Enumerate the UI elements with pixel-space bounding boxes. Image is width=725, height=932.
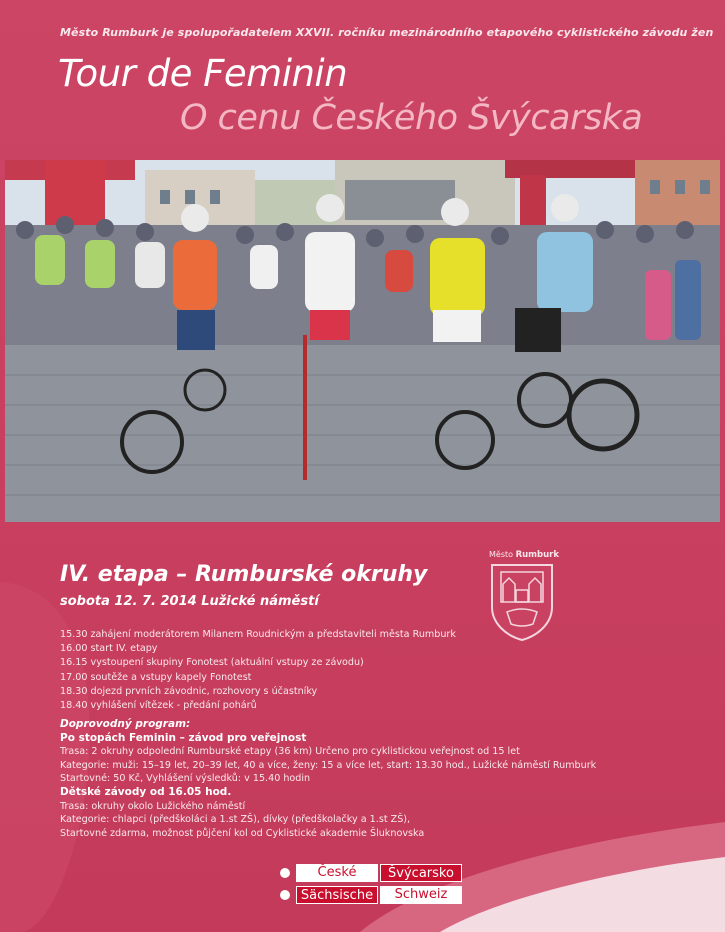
schedule-item: 16.00 start IV. etapy — [60, 643, 158, 655]
logo-cz-right: Švýcarsko — [380, 864, 462, 882]
event-subtitle: O cenu Českého Švýcarska — [180, 98, 643, 138]
logo-dot — [280, 890, 290, 900]
rumburk-coat-of-arms-icon — [489, 562, 555, 642]
public-race-line: Kategorie: muži: 15–19 let, 20–39 let, 40 a více, ženy: 15 a více let, start: 13.30 hod., Lužické náměstí Rumburk — [60, 759, 597, 771]
schedule-item: 18.40 vyhlášení vítězek - předání pohárů — [60, 700, 257, 712]
kids-race-line: Kategorie: chlapci (předškoláci a 1.st ZŠ), dívky (předškolačky a 1.st ZŠ), — [60, 814, 411, 826]
stage-date: sobota 12. 7. 2014 Lužické náměstí — [60, 594, 319, 609]
kids-race-line: Startovné zdarma, možnost půjčení kol od Cyklistické akademie Šluknovska — [60, 827, 425, 839]
public-race-line: Trasa: 2 okruhy odpolední Rumburské etapy (36 km) Určeno pro cyklistickou veřejnost od 15 let — [60, 746, 520, 758]
schedule-item: 18.30 dojezd prvních závodnic, rozhovory s účastníky — [60, 685, 318, 697]
public-race-line: Startovné: 50 Kč, Vyhlášení výsledků: v 15.40 hodin — [60, 773, 311, 785]
schedule-item: 17.00 soutěže a vstupy kapely Fonotest — [60, 671, 252, 683]
program-heading: Doprovodný program: — [60, 718, 191, 730]
logo-de-right: Schweiz — [380, 886, 462, 904]
public-race-title: Po stopách Feminin – závod pro veřejnost — [60, 731, 307, 744]
logo-dot — [280, 868, 290, 878]
town-label-small: Město — [489, 550, 514, 559]
stage-title: IV. etapa – Rumburské okruhy — [60, 562, 428, 587]
intro-text: Město Rumburk je spolupořadatelem XXVII. ročníku mezinárodního etapového cyklistického závodu žen — [60, 26, 714, 39]
kids-race-line: Trasa: okruhy okolo Lužického náměstí — [60, 800, 246, 812]
schedule-item: 16.15 vystoupení skupiny Fonotest (aktuální vstupy ze závodu) — [60, 657, 364, 669]
logo-cz-left: České — [296, 864, 378, 882]
kids-race-title: Dětské závody od 16.05 hod. — [60, 785, 232, 798]
town-label — [489, 550, 559, 560]
accompanying-program — [60, 718, 596, 840]
race-photo — [5, 160, 720, 522]
schedule-item: 15.30 zahájení moderátorem Milanem Roudnickým a představiteli města Rumburk — [60, 629, 456, 640]
bottom-section — [0, 522, 725, 932]
event-title: Tour de Feminin — [58, 52, 348, 95]
town-label-name: Rumburk — [515, 550, 560, 560]
schedule-list — [60, 628, 456, 713]
logo-de-left: Sächsische — [296, 886, 378, 904]
